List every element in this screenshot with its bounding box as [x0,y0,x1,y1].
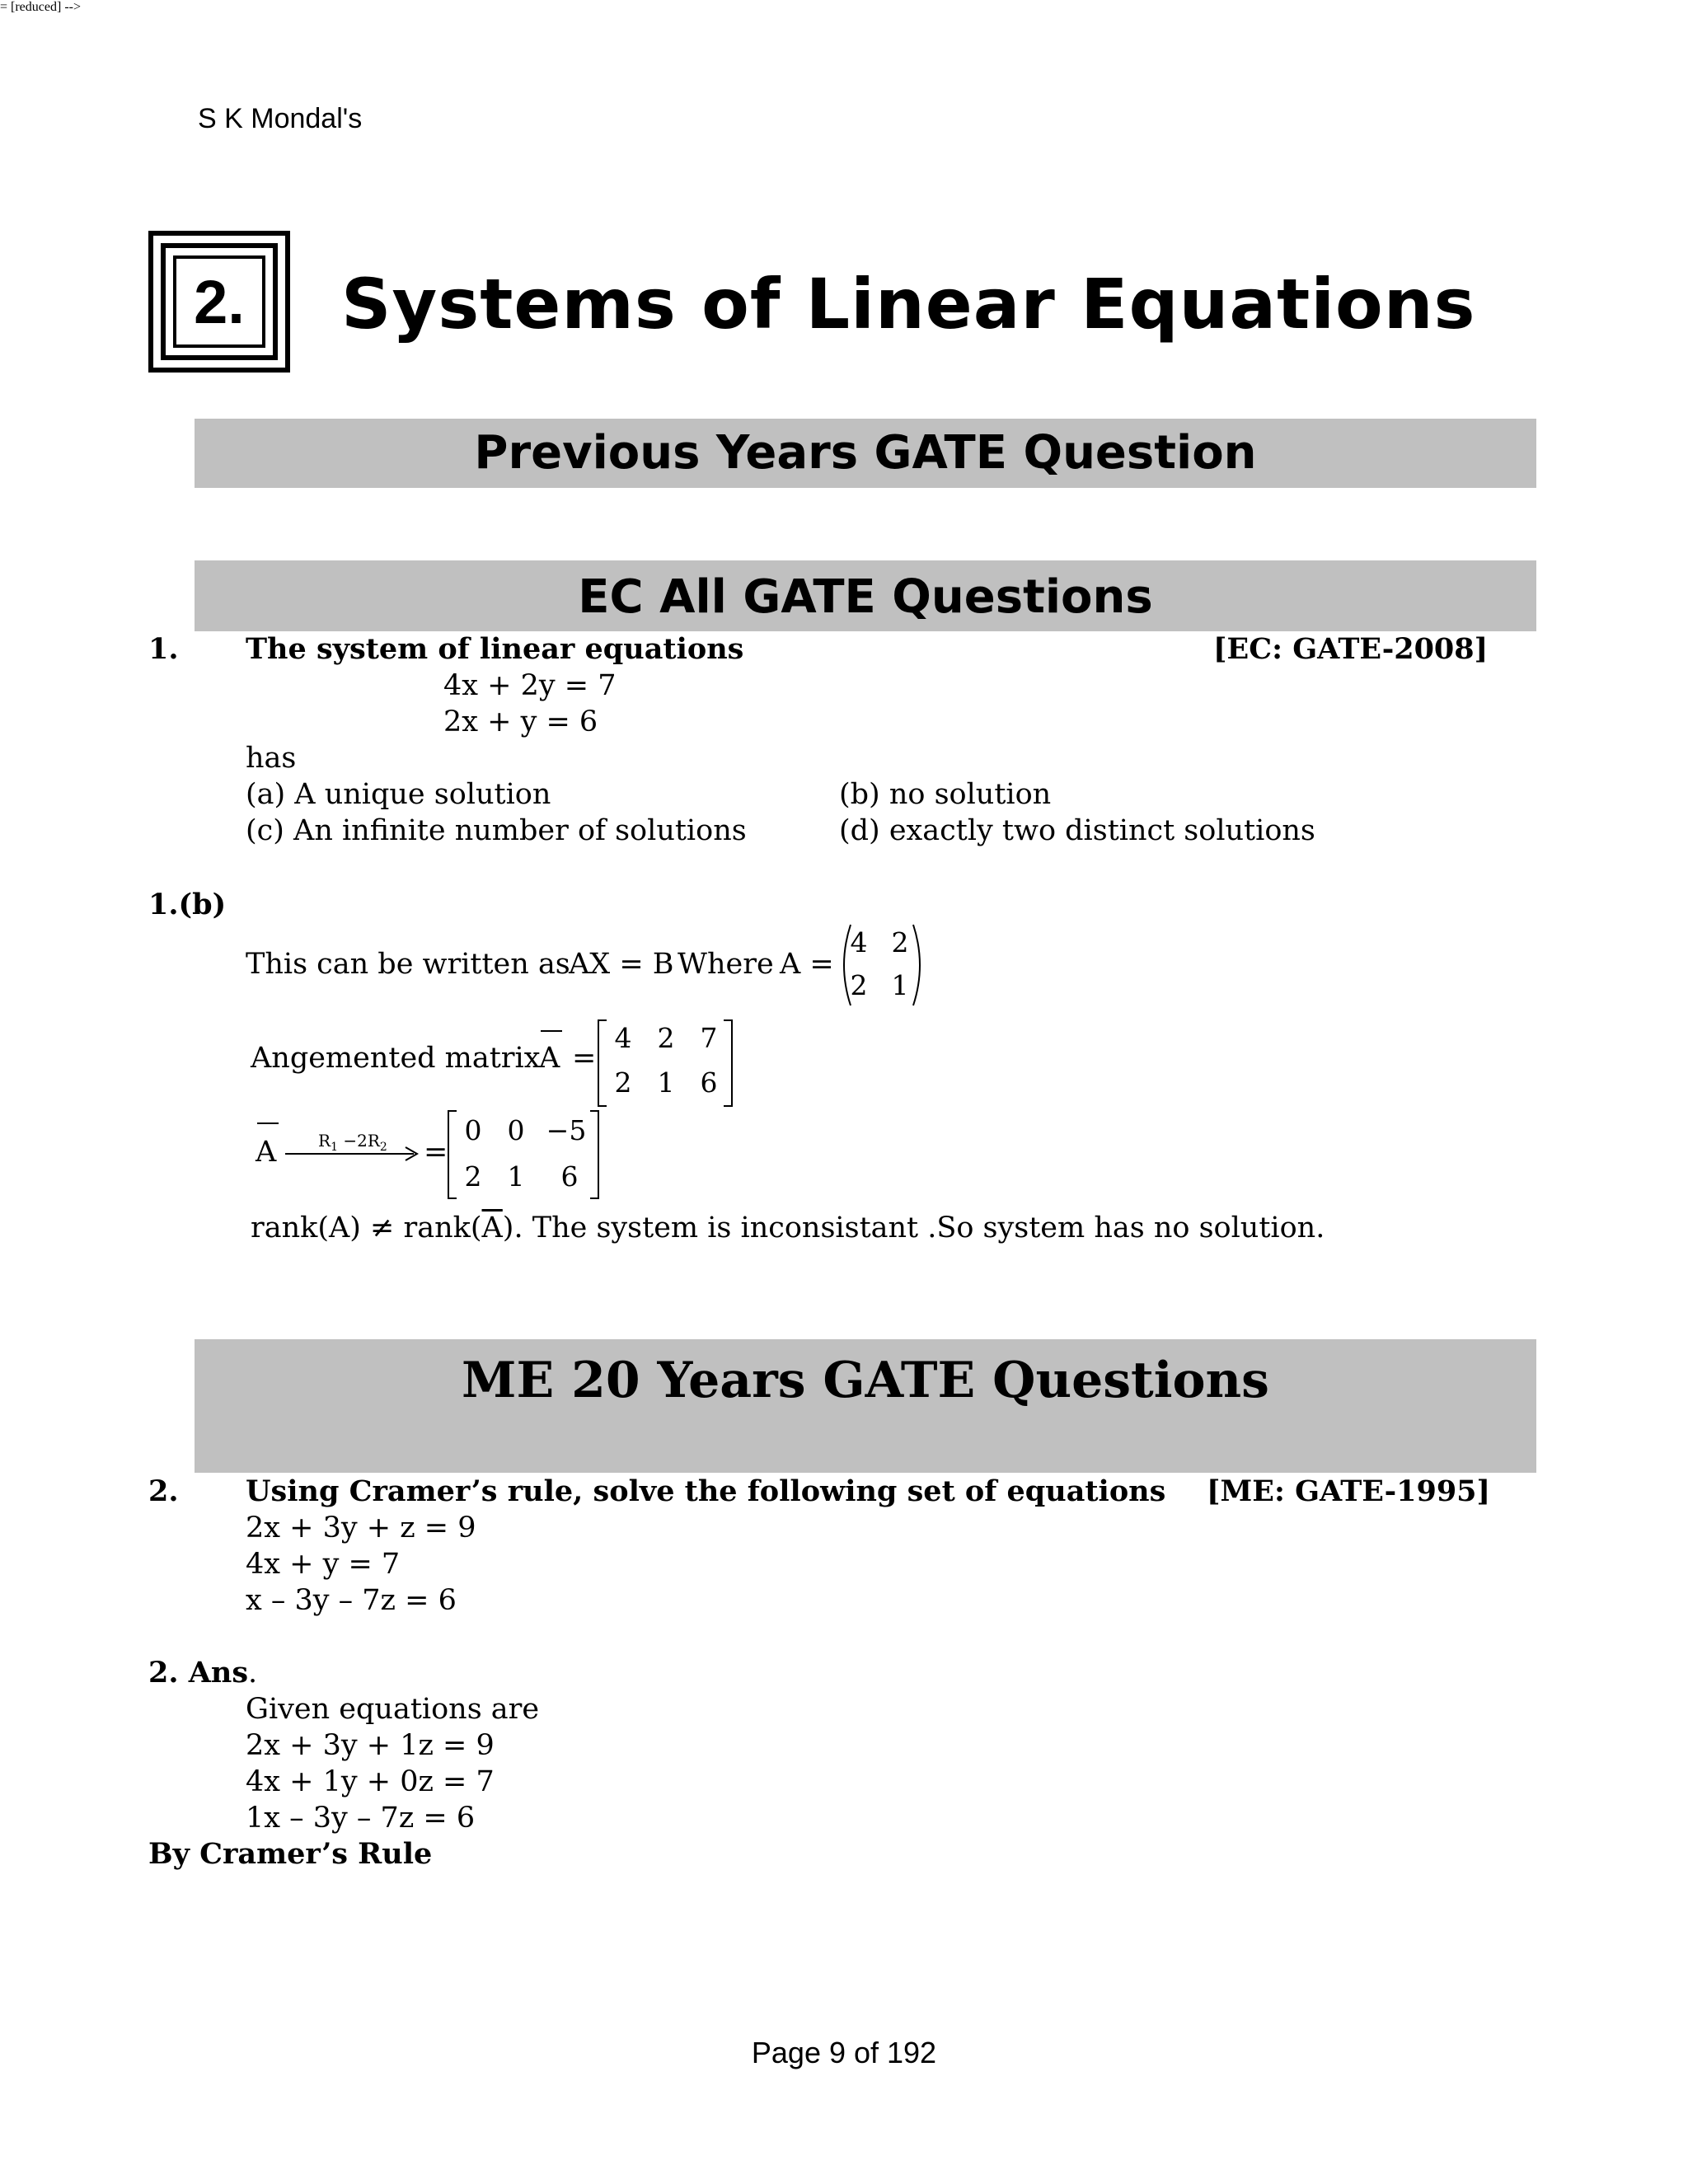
a2-label-dot: . [248,1657,258,1690]
band-me-questions: ME 20 Years GATE Questions [195,1339,1536,1473]
q1-number: 1. [148,632,179,666]
chapter-number: 2. [194,267,245,336]
a1-conclusion: The system is inconsistant .So system has no solution. [532,1212,1325,1244]
q1-equation-2: 2x + y = 6 [443,705,598,738]
rank-expression: rank(A) ≠ rank( [251,1212,482,1244]
reduced-matrix-cell: 2 [464,1160,482,1193]
q1-option-d: (d) exactly two distinct solutions [839,814,1315,847]
a1-label: 1.(b) [148,888,227,921]
q2-stem: Using Cramer’s rule, solve the following set of equations [246,1474,1166,1508]
a-bar-overline [541,1030,562,1032]
band-previous-years: Previous Years GATE Question [195,419,1536,488]
page-number: Page 9 of 192 [751,2036,937,2069]
a-bar-overline [257,1122,279,1124]
a2-given: Given equations are [246,1693,540,1726]
reduced-matrix-cell: 0 [464,1114,482,1146]
a2-equation-2: 4x + 1y + 0z = 7 [246,1765,495,1798]
a2-equation-1: 2x + 3y + 1z = 9 [246,1729,495,1762]
q2-equation-3: x – 3y – 7z = 6 [246,1584,457,1617]
matrix-a-cell: 1 [891,969,909,1001]
a1-augmented-equals: = [572,1042,597,1075]
q1-option-c: (c) An infinite number of solutions [246,814,747,847]
a1-augmented-label: Angemented matrix [251,1042,541,1075]
augmented-matrix-cell: 2 [614,1066,632,1099]
augmented-matrix-cell: 6 [700,1066,718,1099]
q2-number: 2. [148,1474,179,1508]
rank-close: ). [502,1212,523,1244]
q2-equation-1: 2x + 3y + z = 9 [246,1511,476,1544]
right-arrow-icon [284,1144,422,1164]
a1-ax-equals-b: AX = B [569,948,674,981]
q1-option-a: (a) A unique solution [246,778,551,811]
reduced-matrix-cell: 6 [560,1160,579,1193]
reduced-matrix-cell: 0 [507,1114,525,1146]
chapter-title: Systems of Linear Equations [341,264,1476,344]
a1-written-as: This can be written as [246,948,570,981]
author-header: S K Mondal's [198,103,363,134]
matrix-a-cell: 2 [850,969,868,1001]
q1-option-b: (b) no solution [839,778,1052,811]
a1-row-op-a: A [256,1136,277,1169]
row-operation-minus: −2R [337,1131,380,1151]
q2-tag: [ME: GATE-1995] [1207,1474,1491,1508]
q1-tag: [EC: GATE-2008] [1213,632,1489,666]
a1-where: Where [678,948,774,981]
augmented-matrix-cell: 7 [700,1022,718,1054]
a2-label-line [148,1655,257,1691]
matrix-a-cell: 2 [891,926,909,958]
row-operation-sub-1: 1 [331,1141,338,1154]
augmented-matrix-cell: 2 [657,1022,675,1054]
chapter-number-box [148,231,290,373]
a1-augmented-a: A [539,1042,560,1075]
rank-a-bar: $\overline{A}$ [481,1212,503,1244]
a2-label: 2. Ans [148,1656,249,1690]
row-operation-sub-2: 2 [379,1141,387,1154]
a1-a-equals: A = [780,948,834,981]
q2-equation-2: 4x + y = 7 [246,1548,401,1581]
rank-line [251,1210,1325,1246]
a2-cramers-rule: By Cramer’s Rule [148,1837,433,1871]
augmented-matrix-cell: 4 [614,1022,632,1054]
matrix-a-cell: 4 [850,926,868,958]
a1-reduced-equals: = [424,1136,448,1169]
reduced-matrix-cell: 1 [507,1160,525,1193]
q1-equation-1: 4x + 2y = 7 [443,669,617,702]
a2-equation-3: 1x – 3y – 7z = 6 [246,1802,476,1835]
band-ec-questions: EC All GATE Questions [195,560,1536,631]
augmented-matrix-cell: 1 [657,1066,675,1099]
q1-has: has [246,742,297,775]
reduced-matrix-cell: −5 [546,1114,587,1146]
row-operation-r: R [318,1131,331,1151]
q1-stem: The system of linear equations [246,632,744,666]
